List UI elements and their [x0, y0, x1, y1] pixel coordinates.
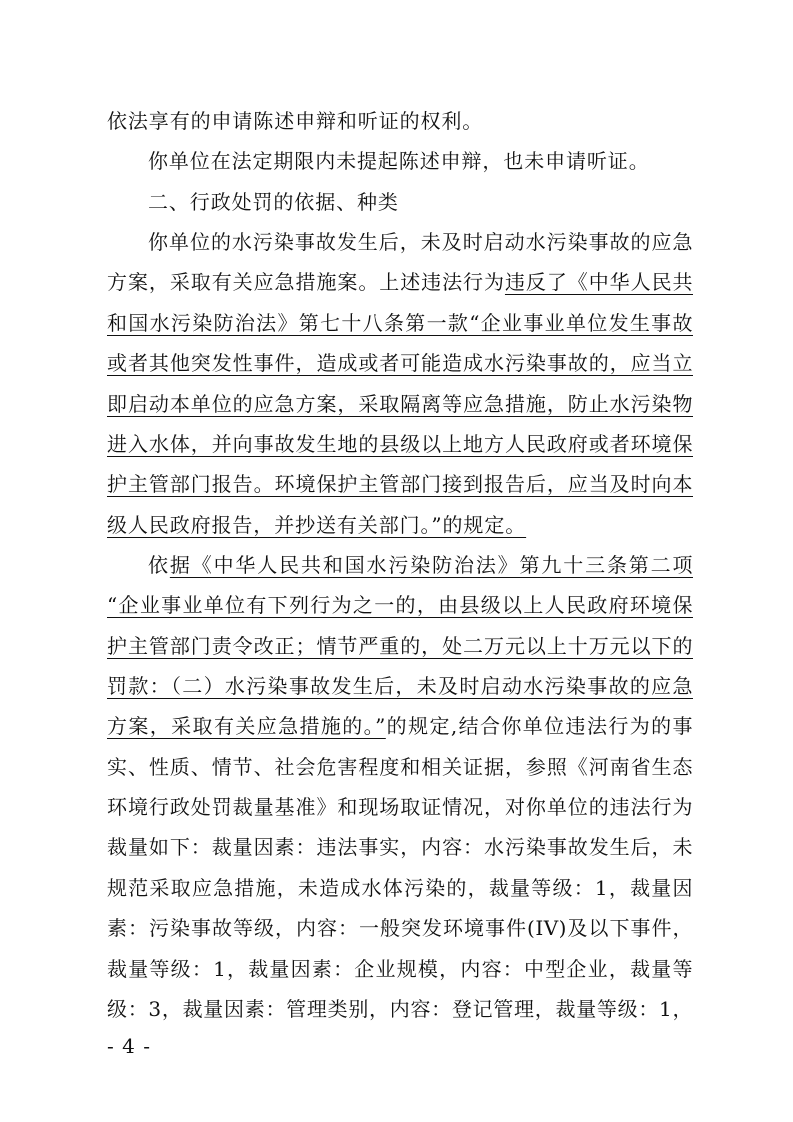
text-segment: 裁量等级：1，裁量因素：企业规模，内容：中型企业，裁量等 [107, 956, 693, 981]
text-line [107, 101, 693, 141]
text-line [107, 868, 693, 908]
text-line [107, 989, 693, 1029]
underlined-text: 和国水污染防治法》第七十八条第一款“企业事业单位发生事故 [107, 310, 693, 335]
text-line [107, 262, 693, 302]
heading-text: 二、行政处罚的依据、种类 [148, 189, 399, 214]
underlined-text: 级人民政府报告，并抄送有关部门。”的规定。 [107, 512, 527, 537]
text-segment: 规范采取应急措施，未造成水体污染的，裁量等级：1，裁量因 [107, 875, 693, 900]
page-number: - 4 - [107, 1034, 151, 1058]
text-line [107, 303, 693, 343]
text-line [107, 666, 693, 706]
text-segment: 方案，采取有关应急措施案。上述违法行为 [107, 270, 505, 295]
paragraph-rights-continuation [107, 101, 693, 141]
text-line [107, 747, 693, 787]
text-segment: 依 [148, 552, 170, 577]
text-line [107, 545, 693, 585]
text-segment: 实、性质、情节、社会危害程度和相关证据，参照《河南省生态 [107, 754, 693, 779]
underlined-text: 罚款：（二）水污染事故发生后，未及时启动水污染事故的应急 [107, 674, 693, 699]
text-line [107, 949, 693, 989]
text-line [107, 585, 693, 625]
text-line [107, 343, 693, 383]
text-segment: 级：3，裁量因素：管理类别，内容：登记管理，裁量等级：1， [107, 996, 693, 1021]
text-line [107, 182, 693, 222]
paragraph-penalty-basis [107, 545, 693, 1029]
underlined-text: 据《中华人民共和国水污染防治法》第九十三条第二项 [169, 552, 693, 577]
text-line [107, 424, 693, 464]
text-segment: 裁量如下：裁量因素：违法事实，内容：水污染事故发生后，未 [107, 835, 693, 860]
text-line [107, 222, 693, 262]
text-segment: 的规定,结合你单位违法行为的事 [385, 714, 693, 739]
underlined-text: 即启动本单位的应急方案，采取隔离等应急措施，防止水污染物 [107, 391, 693, 416]
text-line [107, 626, 693, 666]
section-heading [107, 182, 693, 222]
paragraph-violation [107, 222, 693, 545]
underlined-text: 方案，采取有关应急措施的。” [107, 714, 386, 739]
underlined-text: 违反了《中华人民共 [504, 270, 693, 295]
text-line [107, 384, 693, 424]
text-line [107, 706, 693, 746]
text-segment: 环境行政处罚裁量基准》和现场取证情况，对你单位的违法行为 [107, 795, 693, 820]
text-segment: 素：污染事故等级，内容：一般突发环境事件(IV)及以下事件， [107, 916, 693, 941]
text-line [107, 505, 693, 545]
text-segment: 你单位的水污染事故发生后，未及时启动水污染事故的应急 [148, 230, 693, 255]
text-segment: 你单位在法定期限内未提起陈述申辩，也未申请听证。 [148, 149, 650, 174]
underlined-text: 护主管部门报告。环境保护主管部门接到报告后，应当及时向本 [107, 472, 693, 497]
underlined-text: 或者其他突发性事件，造成或者可能造成水污染事故的，应当立 [107, 351, 693, 376]
text-segment: 依法享有的申请陈述申辩和听证的权利。 [107, 109, 484, 133]
text-line [107, 464, 693, 504]
text-line [107, 141, 693, 181]
underlined-text: 护主管部门责令改正；情节严重的，处二万元以上十万元以下的 [107, 633, 693, 658]
text-line [107, 908, 693, 948]
text-line [107, 787, 693, 827]
underlined-text: 进入水体，并向事故发生地的县级以上地方人民政府或者环境保 [107, 431, 693, 456]
paragraph-no-hearing [107, 141, 693, 181]
underlined-text: “企业事业单位有下列行为之一的，由县级以上人民政府环境保 [107, 593, 693, 618]
document-body [107, 101, 693, 1029]
text-line [107, 827, 693, 867]
